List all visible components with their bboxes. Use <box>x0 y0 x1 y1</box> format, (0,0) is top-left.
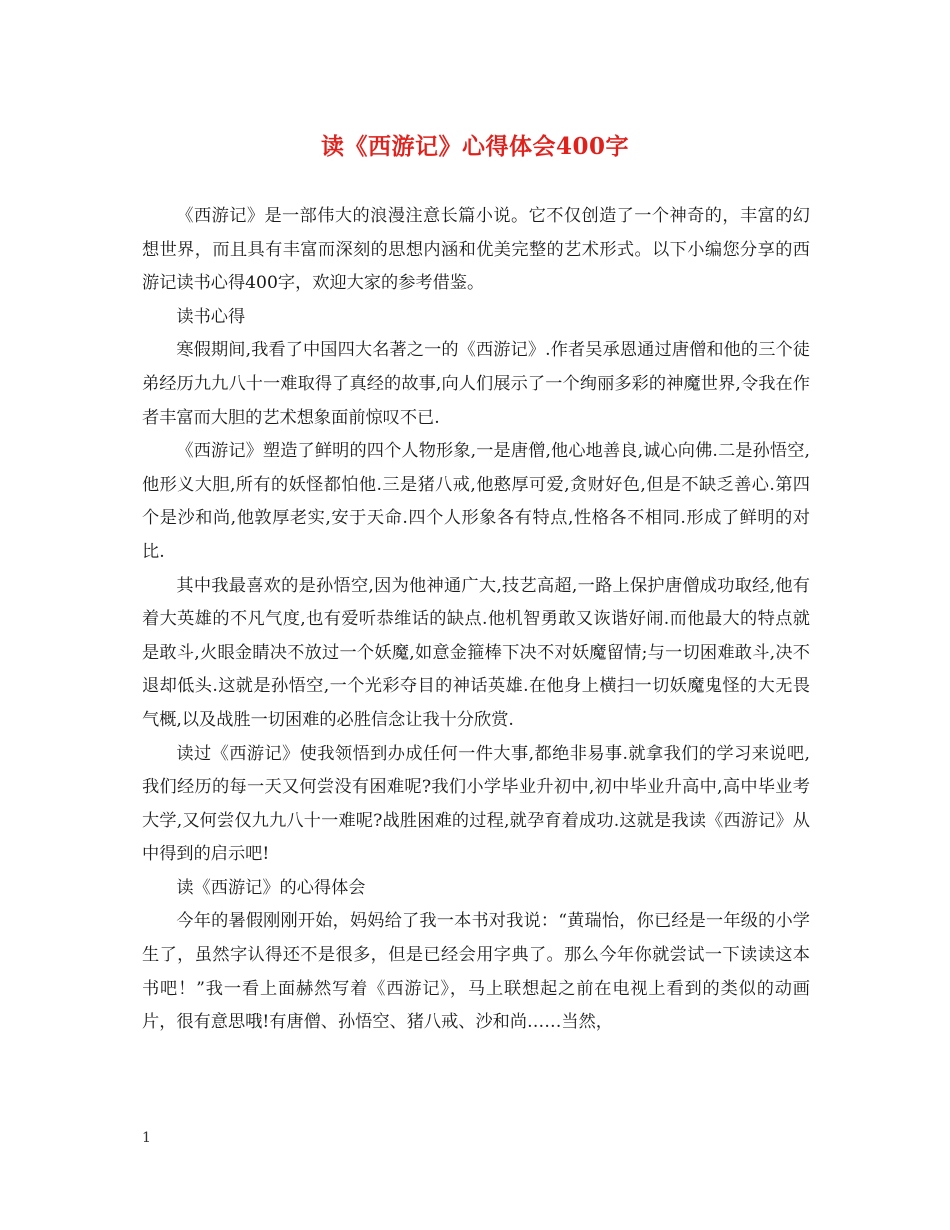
paragraph: 读过《西游记》使我领悟到办成任何一件大事,都绝非易事.就拿我们的学习来说吧,我们经历的每一天又何尝没有困难呢?我们小学毕业升初中,初中毕业升高中,高中毕业考大学,又何尝仅九九八十一难呢?战胜困难的过程,就孕育着成功.这就是我读《西游记》从中得到的启示吧! <box>142 743 810 865</box>
page-number: 1 <box>142 1130 151 1146</box>
document-body <box>142 200 810 1040</box>
paragraph-intro: 《西游记》是一部伟大的浪漫注意长篇小说。它不仅创造了一个神奇的，丰富的幻想世界，而且具有丰富而深刻的思想内涵和优美完整的艺术形式。以下小编您分享的西游记读书心得400字，欢迎大家的参考借鉴。 <box>142 206 810 294</box>
paragraph: 其中我最喜欢的是孙悟空,因为他神通广大,技艺高超,一路上保护唐僧成功取经,他有着大英雄的不凡气度,也有爱听恭维话的缺点.他机智勇敢又诙谐好闹.而他最大的特点就是敢斗,火眼金睛决不放过一个妖魔,如意金箍棒下决不对妖魔留情;与一切困难敢斗,决不退却低头.这就是孙悟空,一个光彩夺目的神话英雄.在他身上横扫一切妖魔鬼怪的大无畏气概,以及战胜一切困难的必胜信念让我十分欣赏. <box>142 575 810 730</box>
section-heading-reading-notes: 读书心得 <box>176 306 246 327</box>
document-title: 读《西游记》心得体会400字 <box>320 133 629 160</box>
paragraph: 今年的暑假刚刚开始，妈妈给了我一本书对我说：“黄瑞怡，你已经是一年级的小学生了，虽然字认得还不是很多，但是已经会用字典了。那么今年你就尝试一下读读这本书吧！”我一看上面赫然写着《西游记》，马上联想起之前在电视上看到的类似的动画片，很有意思哦!有唐僧、孙悟空、猪八戒、沙和尚……当然， <box>142 911 810 1033</box>
section-heading-reflections: 读《西游记》的心得体会 <box>176 877 366 898</box>
paragraph: 寒假期间,我看了中国四大名著之一的《西游记》.作者吴承恩通过唐僧和他的三个徒弟经历九九八十一难取得了真经的故事,向人们展示了一个绚丽多彩的神魔世界,令我在作者丰富而大胆的艺术想象面前惊叹不已. <box>142 340 810 428</box>
paragraph: 《西游记》塑造了鲜明的四个人物形象,一是唐僧,他心地善良,诚心向佛.二是孙悟空,他形义大胆,所有的妖怪都怕他.三是猪八戒,他憨厚可爱,贪财好色,但是不缺乏善心.第四个是沙和尚,他敦厚老实,安于天命.四个人形象各有特点,性格各不相同.形成了鲜明的对比. <box>142 441 810 562</box>
